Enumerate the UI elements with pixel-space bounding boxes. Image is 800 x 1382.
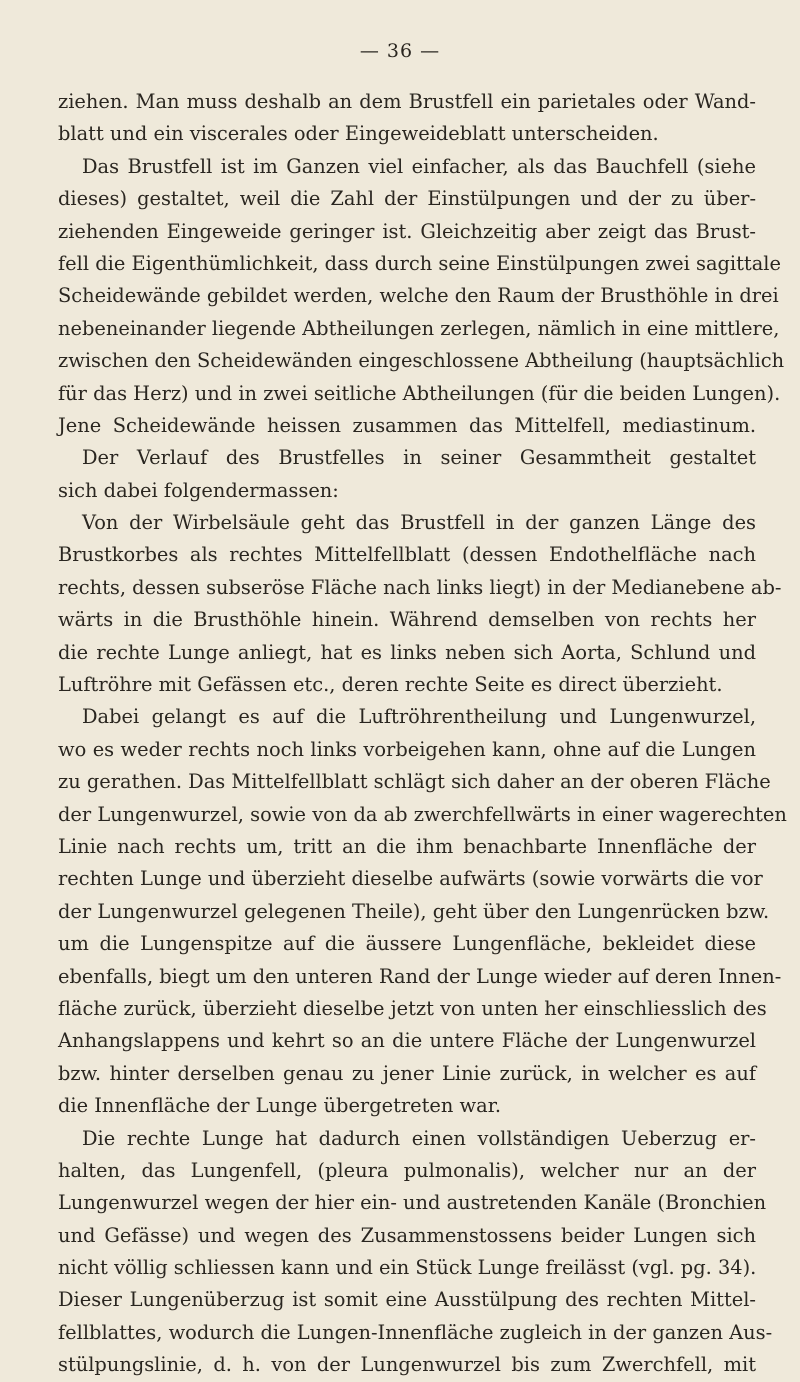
- text-line: Jene Scheidewände heissen zusammen das Mittelfell, mediastinum.: [58, 413, 756, 437]
- text-line: blatt und ein viscerales oder Eingeweideblatt unterscheiden.: [58, 122, 659, 146]
- text-line: ebenfalls, biegt um den unteren Rand der Lunge wieder auf deren Innen-: [58, 964, 782, 988]
- text-line: Scheidewände gebildet werden, welche den Raum der Brusthöhle in drei: [58, 284, 779, 308]
- text-line: Dabei gelangt es auf die Luftröhrentheilung und Lungenwurzel,: [82, 705, 756, 729]
- text-line: zwischen den Scheidewänden eingeschlossene Abtheilung (hauptsächlich: [58, 349, 785, 373]
- text-line: ziehen. Man muss deshalb an dem Brustfell ein parietales oder Wand-: [58, 90, 756, 113]
- text-line: Das Brustfell ist im Ganzen viel einfacher, als das Bauchfell (siehe: [82, 154, 756, 178]
- text-line: der Lungenwurzel gelegenen Theile), geht über den Lungenrücken bzw.: [58, 899, 770, 923]
- text-line: dieses) gestaltet, weil die Zahl der Einstülpungen und der zu über-: [58, 187, 756, 211]
- text-line: stülpungslinie, d. h. von der Lungenwurzel bis zum Zwerchfell, mit: [58, 1353, 756, 1377]
- page-number: — 36 —: [359, 40, 441, 62]
- text-line: nebeneinander liegende Abtheilungen zerlegen, nämlich in eine mittlere,: [58, 316, 780, 340]
- text-line: die rechte Lunge anliegt, hat es links neben sich Aorta, Schlund und: [58, 640, 756, 664]
- text-line: halten, das Lungenfell, (pleura pulmonalis), welcher nur an der: [58, 1158, 756, 1182]
- paragraph-4: [58, 507, 782, 701]
- text-line: ziehenden Eingeweide geringer ist. Gleichzeitig aber zeigt das Brust-: [58, 219, 756, 243]
- paragraph-2: [58, 151, 785, 443]
- text-line: fläche zurück, überzieht dieselbe jetzt von unten her einschliesslich des: [58, 996, 767, 1020]
- text-line: Luftröhre mit Gefässen etc., deren rechte Seite es direct überzieht.: [58, 673, 723, 697]
- text-line: Die rechte Lunge hat dadurch einen vollständigen Ueberzug er-: [82, 1126, 756, 1150]
- text-line: wärts in die Brusthöhle hinein. Während demselben von rechts her: [58, 608, 756, 632]
- text-line: Linie nach rechts um, tritt an die ihm benachbarte Innenfläche der: [58, 834, 756, 858]
- text-line: sich dabei folgendermassen:: [58, 478, 339, 502]
- text-line: die Innenfläche der Lunge übergetreten war.: [58, 1094, 502, 1118]
- text-line: Lungenwurzel wegen der hier ein- und austretenden Kanäle (Bronchien: [58, 1191, 767, 1215]
- paragraph-3: [58, 442, 756, 507]
- text-line: Von der Wirbelsäule geht das Brustfell in der ganzen Länge des: [82, 511, 756, 535]
- text-line: für das Herz) und in zwei seitliche Abtheilungen (für die beiden Lungen).: [58, 381, 781, 405]
- text-line: rechten Lunge und überzieht dieselbe aufwärts (sowie vorwärts die vor: [58, 867, 763, 891]
- text-line: Brustkorbes als rechtes Mittelfellblatt (dessen Endothelfläche nach: [58, 543, 756, 567]
- text-line: der Lungenwurzel, sowie von da ab zwerchfellwärts in einer wagerechten: [58, 802, 787, 826]
- text-line: fell die Eigenthümlichkeit, dass durch seine Einstülpungen zwei sagittale: [58, 251, 781, 275]
- paragraph-1: [58, 86, 756, 151]
- body-text: [58, 86, 787, 1382]
- text-line: zu gerathen. Das Mittelfellblatt schlägt sich daher an der oberen Fläche: [58, 770, 771, 794]
- text-line: und Gefässe) und wegen des Zusammenstossens beider Lungen sich: [58, 1223, 756, 1247]
- text-line: wo es weder rechts noch links vorbeigehen kann, ohne auf die Lungen: [58, 737, 756, 761]
- text-line: Anhangslappens und kehrt so an die untere Fläche der Lungenwurzel: [58, 1029, 756, 1053]
- text-line: rechts, dessen subseröse Fläche nach links liegt) in der Medianebene ab-: [58, 575, 782, 599]
- text-line: um die Lungenspitze auf die äussere Lungenfläche, bekleidet diese: [58, 932, 756, 956]
- text-line: nicht völlig schliessen kann und ein Stück Lunge freilässt (vgl. pg. 34).: [58, 1256, 757, 1280]
- text-line: fellblattes, wodurch die Lungen-Innenfläche zugleich in der ganzen Aus-: [58, 1320, 773, 1344]
- paragraph-6: [58, 1123, 773, 1382]
- text-line: Der Verlauf des Brustfelles in seiner Gesammtheit gestaltet: [82, 446, 756, 470]
- text-line: Dieser Lungenüberzug ist somit eine Ausstülpung des rechten Mittel-: [58, 1288, 756, 1312]
- paragraph-5: [58, 701, 787, 1122]
- text-line: bzw. hinter derselben genau zu jener Linie zurück, in welcher es auf: [58, 1061, 756, 1085]
